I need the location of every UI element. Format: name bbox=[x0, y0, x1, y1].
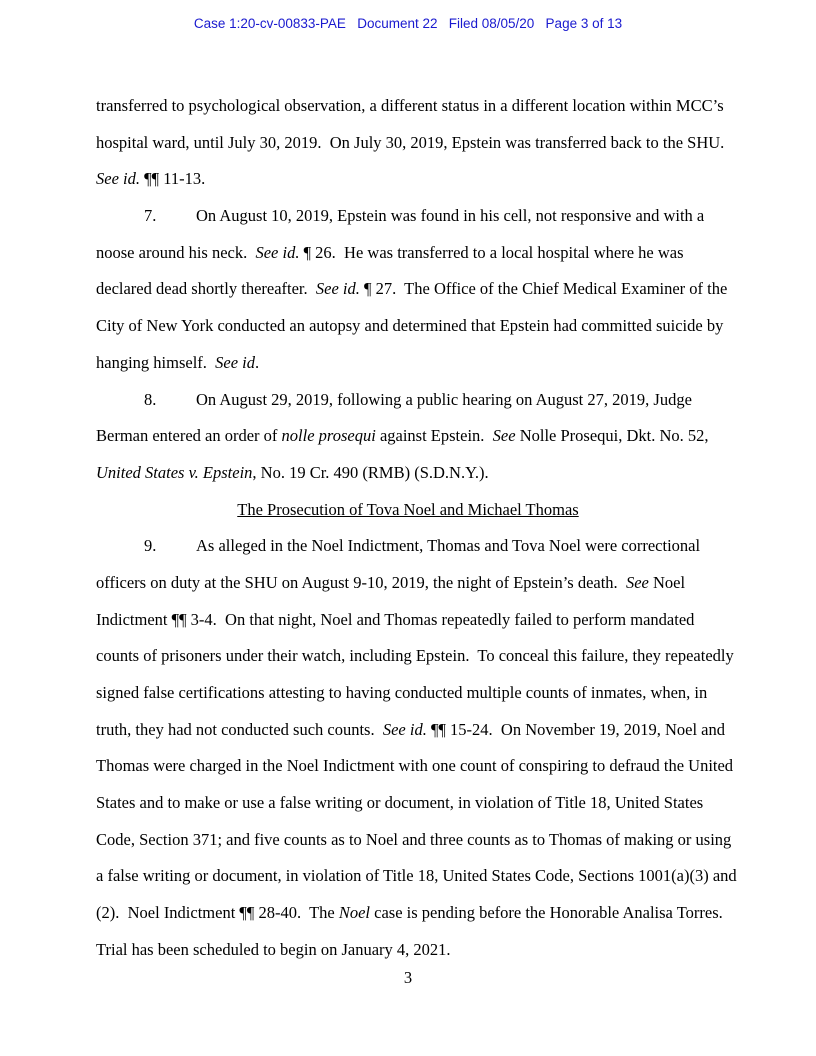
text-run: (2). Noel Indictment ¶¶ 28-40. The bbox=[96, 903, 339, 923]
paragraph-number: 8. bbox=[144, 389, 157, 409]
document-line bbox=[96, 271, 728, 308]
text-run: case is pending before the Honorable Analisa Torres. bbox=[370, 903, 723, 923]
document-line bbox=[96, 125, 725, 162]
text-run: See id. bbox=[255, 242, 300, 262]
text-run: Berman entered an order of bbox=[96, 426, 282, 446]
document-line bbox=[96, 748, 734, 785]
text-run: , No. 19 Cr. 490 (RMB) (S.D.N.Y.). bbox=[252, 462, 489, 482]
text-run: nolle prosequi bbox=[281, 426, 376, 446]
text-run: The Prosecution of Tova Noel and Michael Thomas bbox=[237, 499, 579, 519]
document-line bbox=[96, 88, 724, 125]
document-line bbox=[96, 308, 724, 345]
text-run: Nolle Prosequi, Dkt. No. 52, bbox=[515, 426, 709, 446]
text-run: On August 10, 2019, Epstein was found in his cell, not responsive and with a bbox=[196, 206, 705, 226]
text-run: See bbox=[492, 426, 516, 446]
document-line bbox=[96, 235, 720, 272]
document-line bbox=[96, 638, 734, 675]
document-line bbox=[96, 895, 723, 932]
document-line bbox=[96, 418, 720, 455]
document-line bbox=[96, 528, 720, 565]
text-run: City of New York conducted an autopsy and determined that Epstein had committed suicide by bbox=[96, 316, 724, 336]
text-run: United States v. Epstein bbox=[96, 462, 253, 482]
text-run: On August 29, 2019, following a public hearing on August 27, 2019, Judge bbox=[196, 389, 692, 409]
text-run: Trial has been scheduled to begin on January 4, 2021. bbox=[96, 939, 451, 959]
text-run: Noel bbox=[648, 572, 686, 592]
text-run: ¶¶ 15-24. On November 19, 2019, Noel and bbox=[426, 719, 725, 739]
document-line bbox=[96, 712, 725, 749]
text-run: hanging himself. bbox=[96, 352, 216, 372]
paragraph-number: 7. bbox=[144, 206, 157, 226]
text-run: Thomas were charged in the Noel Indictment with one count of conspiring to defraud the United bbox=[96, 756, 734, 776]
document-body bbox=[96, 88, 737, 969]
document-line bbox=[96, 675, 720, 712]
text-run: Noel bbox=[338, 903, 371, 923]
document-line bbox=[96, 198, 720, 235]
text-run: Indictment ¶¶ 3-4. On that night, Noel and Thomas repeatedly failed to perform mandated bbox=[96, 609, 695, 629]
text-run: counts of prisoners under their watch, including Epstein. To conceal this failure, they repeatedly bbox=[96, 646, 734, 666]
text-run: See id. bbox=[96, 169, 140, 189]
text-run: ¶ 27. The Office of the Chief Medical Examiner of the bbox=[359, 279, 728, 299]
text-run: See id. bbox=[382, 719, 427, 739]
text-run: truth, they had not conducted such counts. bbox=[96, 719, 383, 739]
document-line bbox=[96, 858, 737, 895]
document-line bbox=[96, 161, 720, 198]
text-run: ¶ 26. He was transferred to a local hospital where he was bbox=[299, 242, 684, 262]
text-run: . bbox=[255, 352, 260, 372]
text-run: ¶¶ 11-13. bbox=[139, 169, 206, 189]
document-line bbox=[96, 785, 720, 822]
text-run: declared dead shortly thereafter. bbox=[96, 279, 316, 299]
text-run: As alleged in the Noel Indictment, Thomas and Tova Noel were correctional bbox=[196, 536, 701, 556]
document-line bbox=[96, 822, 732, 859]
section-heading bbox=[96, 492, 720, 529]
text-run: transferred to psychological observation, a different status in a different location within MCC’s bbox=[96, 96, 724, 115]
text-run: noose around his neck. bbox=[96, 242, 256, 262]
text-run: Code, Section 371; and five counts as to Noel and three counts as to Thomas of making or using bbox=[96, 829, 732, 849]
text-run: See id bbox=[215, 352, 256, 372]
document-line bbox=[96, 565, 720, 602]
text-run: States and to make or use a false writing or document, in violation of Title 18, United States bbox=[96, 793, 704, 813]
text-run: a false writing or document, in violation of Title 18, United States Code, Sections 1001(a)(3) and bbox=[96, 866, 737, 886]
text-run: against Epstein. bbox=[375, 426, 493, 446]
text-run: officers on duty at the SHU on August 9-10, 2019, the night of Epstein’s death. bbox=[96, 572, 626, 592]
document-line bbox=[96, 932, 720, 969]
page-number: 3 bbox=[403, 968, 413, 987]
document-line bbox=[96, 455, 720, 492]
text-run: See bbox=[625, 572, 649, 592]
text-run: signed false certifications attesting to having conducted multiple counts of inmates, when, in bbox=[96, 683, 708, 702]
case-caption-header: Case 1:20-cv-00833-PAE Document 22 Filed 08/05/20 Page 3 of 13 bbox=[193, 16, 623, 31]
text-run: See id. bbox=[315, 279, 360, 299]
text-run: hospital ward, until July 30, 2019. On July 30, 2019, Epstein was transferred back to the SHU. bbox=[96, 132, 725, 152]
document-line bbox=[96, 345, 720, 382]
paragraph-number: 9. bbox=[144, 536, 157, 556]
document-line bbox=[96, 382, 720, 419]
document-line bbox=[96, 602, 720, 639]
